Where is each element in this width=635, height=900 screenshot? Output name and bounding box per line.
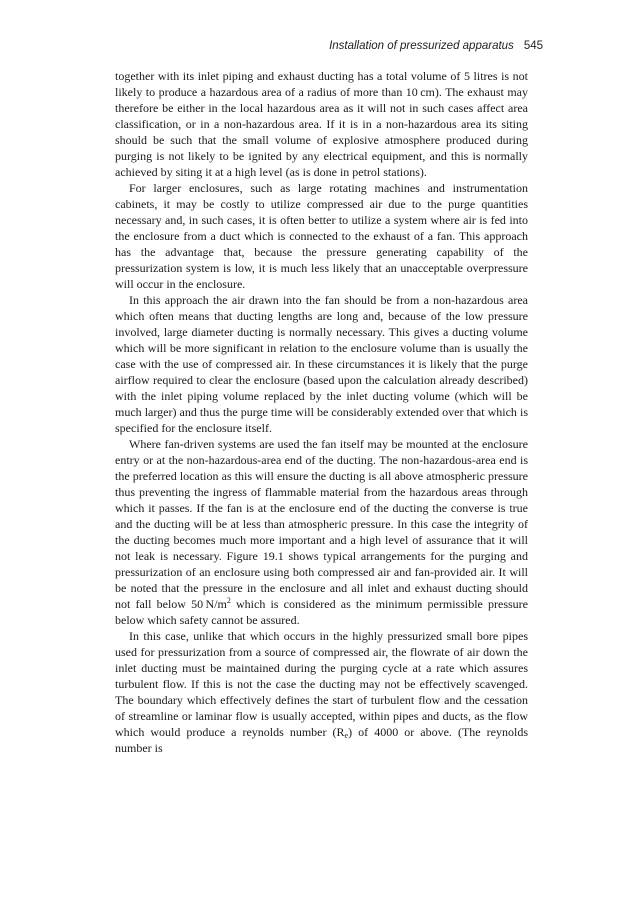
chapter-title: Installation of pressurized apparatus: [329, 40, 514, 52]
paragraph-5-text: In this case, unlike that which occurs in the highly pressurized small bore pipes used for pressurization from a source of compressed air, the flowrate of air down the inlet ducting must be maintained during the purging cycle at a rate which assures turbulent flow. If this is not the case the ducting may not be effectively scavenged. The boundary which effectively defines the start of turbulent flow and the cessation of streamline or laminar flow is usually accepted, within pipes and ducts, as the flow which would produce a reynolds number (R: [115, 629, 528, 739]
paragraph-2: For larger enclosures, such as large rotating machines and instrumentation cabinets, it may be costly to utilize compressed air due to the purge quantities necessary and, in such cases, it is often better to utilize a system where air is fed into the enclosure from a duct which is connected to the exhaust of a fan. This approach has the advantage that, because the pressure generating capability of the pressurization system is low, it is much less likely that an unacceptable overpressure will occur in the enclosure.: [115, 181, 528, 291]
body-text: [115, 68, 528, 756]
paragraph-4: [115, 436, 528, 628]
paragraph-4-text: Where fan-driven systems are used the fan itself may be mounted at the enclosure entry or at the non-hazardous-area end of the ducting. The non-hazardous-area end is the preferred location as this will ensure the ducting is all above atmospheric pressure thus preventing the ingress of flammable material from the hazardous areas through which it passes. If the fan is at the enclosure end of the ducting the converse is true and the ducting will be at less than atmospheric pressure. In this case the integrity of the ducting becomes much more important and a high level of assurance that it will not leak is necessary. Figure 19.1 shows typical arrangements for the purging and pressurization of an enclosure using both compressed air and fan-provided air. It will be noted that the pressure in the enclosure and all inlet and exhaust ducting should not fall below 50 N/m: [115, 437, 528, 611]
running-header: [329, 40, 543, 52]
units-superscript: 2: [226, 596, 231, 605]
page-number: 545: [523, 40, 543, 52]
paragraph-3: In this approach the air drawn into the fan should be from a non-hazardous area which often means that ducting lengths are long and, because of the low pressure involved, large diameter ducting is normally necessary. This gives a ducting volume which will be more significant in relation to the enclosure volume than is usually the case with the use of compressed air. In these circumstances it is likely that the purge airflow required to clear the enclosure (based upon the calculation already described) with the inlet piping volume replaced by the inlet ducting volume (which will be much larger) and thus the purge time will be considerably extended over that which is specified for the enclosure itself.: [115, 293, 528, 435]
paragraph-5: [115, 628, 528, 756]
paragraph-4-text-end: which is considered as the minimum permissible pressure below which safety cannot be assured.: [115, 597, 528, 627]
paragraph-5-text-end: ) of 4000 or above. (The reynolds number is: [115, 725, 528, 755]
reynolds-subscript: e: [344, 731, 349, 740]
paragraph-1: together with its inlet piping and exhaust ducting has a total volume of 5 litres is not likely to produce a hazardous area of a radius of more than 10 cm). The exhaust may therefore be either in the local hazardous area as it will not in such cases affect area classification, or in a non-hazardous area. If it is in a non-hazardous area its siting should be such that the small volume of explosive atmosphere produced during purging is not likely to be ignited by any electrical equipment, and this is normally achieved by siting it at a high level (as is done in petrol stations).: [115, 69, 528, 179]
